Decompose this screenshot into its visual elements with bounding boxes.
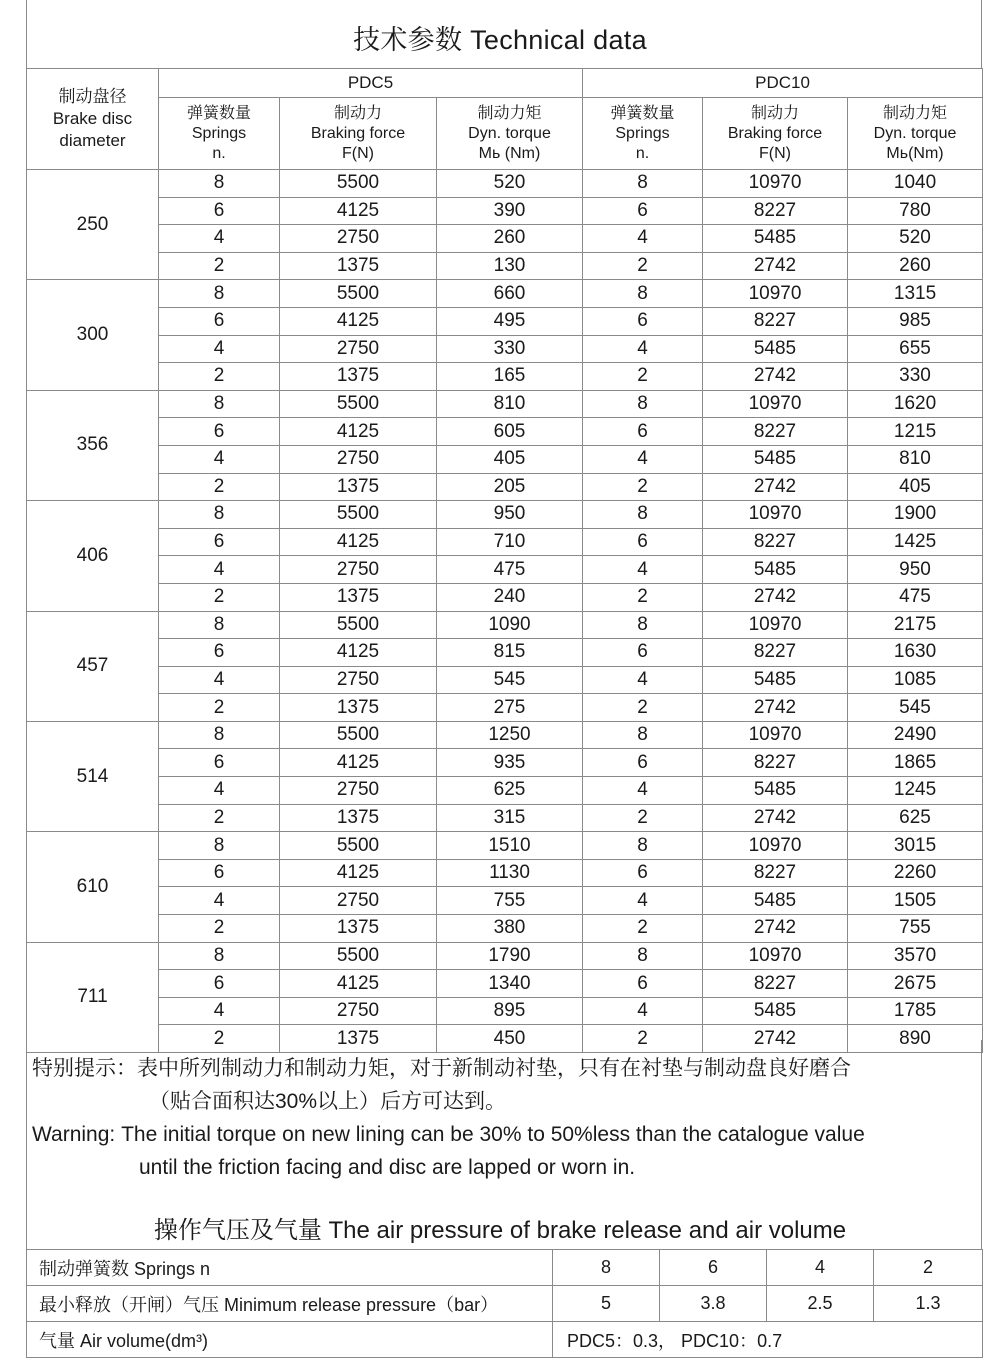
pdc10-torque-cell: 2675 <box>848 970 983 998</box>
pdc10-springs-cell: 6 <box>583 197 703 225</box>
pdc10-torque-cell: 1425 <box>848 528 983 556</box>
air-pressure-table <box>26 1249 983 1358</box>
pdc5-torque-cell: 605 <box>437 418 583 446</box>
pdc10-springs-cell: 4 <box>583 445 703 473</box>
table-row <box>27 970 983 998</box>
pdc10-springs-cell: 4 <box>583 666 703 694</box>
pdc10-force-cell: 5485 <box>703 335 848 363</box>
pdc5-force-cell: 5500 <box>280 832 437 860</box>
pdc5-springs-cell: 2 <box>159 473 280 501</box>
brake-disc-diameter-cell: 514 <box>27 721 159 831</box>
pdc5-force-cell: 4125 <box>280 639 437 667</box>
table-row <box>27 280 983 308</box>
pdc5-force-cell: 5500 <box>280 721 437 749</box>
pdc10-springs-cell: 6 <box>583 749 703 777</box>
air-pressure-row <box>27 1286 983 1322</box>
pdc10-force-cell: 8227 <box>703 970 848 998</box>
pdc10-torque-cell: 1865 <box>848 749 983 777</box>
pdc5-torque-cell: 405 <box>437 445 583 473</box>
table-row <box>27 307 983 335</box>
note-cn-label: 特别提示： <box>32 1057 137 1080</box>
air-pressure-value: 1.3 <box>874 1286 983 1322</box>
pdc10-force-cell: 2742 <box>703 583 848 611</box>
table-row <box>27 749 983 777</box>
air-pressure-label: 最小释放（开闸）气压 Minimum release pressure（bar） <box>27 1286 553 1322</box>
brake-disc-diameter-cell: 250 <box>27 170 159 280</box>
pdc10-force-cell: 5485 <box>703 225 848 253</box>
pdc5-springs-cell: 8 <box>159 170 280 198</box>
pdc10-force-cell: 2742 <box>703 363 848 391</box>
pdc5-torque-cell: 275 <box>437 694 583 722</box>
pdc10-springs-cell: 8 <box>583 280 703 308</box>
pdc5-force-cell: 5500 <box>280 280 437 308</box>
pdc10-force-cell: 2742 <box>703 473 848 501</box>
pdc10-springs-header: 弹簧数量 Springs n. <box>583 98 703 170</box>
pdc5-springs-cell: 8 <box>159 501 280 529</box>
pdc10-torque-cell: 475 <box>848 583 983 611</box>
pdc5-force-cell: 1375 <box>280 804 437 832</box>
pdc10-springs-cell: 4 <box>583 556 703 584</box>
brake-disc-diameter-cell: 300 <box>27 280 159 390</box>
pdc5-torque-cell: 475 <box>437 556 583 584</box>
air-springs-value: 8 <box>553 1250 660 1286</box>
pdc10-torque-cell: 780 <box>848 197 983 225</box>
pdc5-torque-cell: 1790 <box>437 942 583 970</box>
pdc5-springs-cell: 2 <box>159 804 280 832</box>
pdc10-force-cell: 10970 <box>703 501 848 529</box>
table-row <box>27 363 983 391</box>
pdc5-torque-cell: 755 <box>437 887 583 915</box>
pdc5-springs-cell: 6 <box>159 307 280 335</box>
pdc10-torque-cell: 655 <box>848 335 983 363</box>
pdc5-torque-cell: 660 <box>437 280 583 308</box>
pdc10-torque-cell: 950 <box>848 556 983 584</box>
pdc5-torque-cell: 1090 <box>437 611 583 639</box>
pdc5-force-cell: 5500 <box>280 170 437 198</box>
pdc5-springs-header: 弹簧数量 Springs n. <box>159 98 280 170</box>
air-springs-value: 4 <box>767 1250 874 1286</box>
air-volume-value: PDC5：0.3， PDC10：0.7 <box>553 1322 983 1358</box>
table-row <box>27 942 983 970</box>
pdc10-torque-cell: 1785 <box>848 997 983 1025</box>
pdc5-force-cell: 5500 <box>280 390 437 418</box>
pdc10-force-cell: 2742 <box>703 252 848 280</box>
pdc5-springs-cell: 8 <box>159 832 280 860</box>
pdc10-force-cell: 8227 <box>703 859 848 887</box>
pdc10-torque-header: 制动力矩 Dyn. torque Mь(Nm) <box>848 98 983 170</box>
pdc5-torque-cell: 380 <box>437 915 583 943</box>
note-warning-text1: The initial torque on new lining can be 30% to 50%less than the catalogue value <box>121 1123 865 1146</box>
pdc5-force-cell: 2750 <box>280 445 437 473</box>
pdc10-springs-cell: 2 <box>583 1025 703 1053</box>
pdc5-springs-cell: 4 <box>159 445 280 473</box>
air-pressure-value: 3.8 <box>660 1286 767 1322</box>
pdc5-force-cell: 4125 <box>280 197 437 225</box>
pdc10-torque-cell: 3015 <box>848 832 983 860</box>
pdc10-torque-cell: 545 <box>848 694 983 722</box>
pdc10-springs-cell: 2 <box>583 694 703 722</box>
pdc10-force-cell: 2742 <box>703 694 848 722</box>
pdc10-springs-cell: 8 <box>583 611 703 639</box>
table-row <box>27 721 983 749</box>
pdc10-springs-cell: 8 <box>583 832 703 860</box>
brake-disc-diameter-cell: 711 <box>27 942 159 1052</box>
pdc10-torque-cell: 985 <box>848 307 983 335</box>
pdc5-force-cell: 2750 <box>280 556 437 584</box>
pdc5-force-cell: 4125 <box>280 749 437 777</box>
pdc10-force-cell: 8227 <box>703 639 848 667</box>
air-springs-row <box>27 1250 983 1286</box>
pdc5-force-cell: 5500 <box>280 942 437 970</box>
pdc10-force-header: 制动力 Braking force F(N) <box>703 98 848 170</box>
pdc5-torque-cell: 545 <box>437 666 583 694</box>
pdc5-springs-cell: 2 <box>159 583 280 611</box>
pdc10-springs-cell: 2 <box>583 804 703 832</box>
pdc10-torque-cell: 1085 <box>848 666 983 694</box>
pdc10-torque-cell: 625 <box>848 804 983 832</box>
notes <box>32 1052 982 1184</box>
table-row <box>27 832 983 860</box>
table-row <box>27 777 983 805</box>
pdc10-force-cell: 10970 <box>703 942 848 970</box>
pdc10-torque-cell: 755 <box>848 915 983 943</box>
air-springs-label: 制动弹簧数 Springs n <box>27 1250 553 1286</box>
pdc10-torque-cell: 330 <box>848 363 983 391</box>
pdc5-torque-cell: 815 <box>437 639 583 667</box>
pdc10-springs-cell: 6 <box>583 639 703 667</box>
pdc5-torque-cell: 625 <box>437 777 583 805</box>
pdc10-force-cell: 8227 <box>703 749 848 777</box>
pdc10-torque-cell: 1245 <box>848 777 983 805</box>
note-warning-text2: until the friction facing and disc are lapped or worn in. <box>139 1156 636 1179</box>
pdc5-torque-header: 制动力矩 Dyn. torque Mь (Nm) <box>437 98 583 170</box>
pdc10-torque-cell: 1040 <box>848 170 983 198</box>
pdc10-force-cell: 10970 <box>703 280 848 308</box>
pdc10-springs-cell: 8 <box>583 721 703 749</box>
pdc5-torque-cell: 810 <box>437 390 583 418</box>
brake-disc-diameter-cell: 406 <box>27 501 159 611</box>
pdc5-torque-cell: 935 <box>437 749 583 777</box>
pdc5-torque-cell: 1340 <box>437 970 583 998</box>
pdc5-force-cell: 5500 <box>280 501 437 529</box>
table-row <box>27 666 983 694</box>
pdc10-torque-cell: 1505 <box>848 887 983 915</box>
pdc5-springs-cell: 8 <box>159 280 280 308</box>
note-warning-line1 <box>32 1118 982 1151</box>
pdc5-springs-cell: 6 <box>159 639 280 667</box>
pdc5-springs-cell: 4 <box>159 997 280 1025</box>
pdc5-force-cell: 5500 <box>280 611 437 639</box>
pdc5-force-cell: 4125 <box>280 528 437 556</box>
table-row <box>27 445 983 473</box>
pdc10-torque-cell: 890 <box>848 1025 983 1053</box>
table-body <box>27 170 983 1053</box>
pdc10-force-cell: 5485 <box>703 777 848 805</box>
pdc10-springs-cell: 6 <box>583 418 703 446</box>
pdc5-force-cell: 2750 <box>280 887 437 915</box>
pdc5-springs-cell: 2 <box>159 252 280 280</box>
pdc5-torque-cell: 130 <box>437 252 583 280</box>
pdc10-force-cell: 10970 <box>703 832 848 860</box>
note-cn-line1 <box>32 1052 982 1085</box>
pdc10-springs-cell: 4 <box>583 335 703 363</box>
pdc10-springs-cell: 4 <box>583 225 703 253</box>
pdc5-springs-cell: 4 <box>159 556 280 584</box>
pdc10-force-cell: 8227 <box>703 528 848 556</box>
pdc10-springs-cell: 6 <box>583 859 703 887</box>
pdc10-springs-cell: 8 <box>583 170 703 198</box>
brake-disc-header: 制动盘径 Brake disc diameter <box>27 69 159 170</box>
pdc5-force-cell: 2750 <box>280 225 437 253</box>
pdc5-force-cell: 1375 <box>280 252 437 280</box>
pdc10-torque-cell: 405 <box>848 473 983 501</box>
pdc10-springs-cell: 6 <box>583 970 703 998</box>
pdc5-force-cell: 2750 <box>280 777 437 805</box>
pdc5-torque-cell: 315 <box>437 804 583 832</box>
pdc5-springs-cell: 2 <box>159 1025 280 1053</box>
air-volume-row <box>27 1322 983 1358</box>
table-row <box>27 170 983 198</box>
pdc10-torque-cell: 810 <box>848 445 983 473</box>
pdc10-springs-cell: 4 <box>583 997 703 1025</box>
table-row <box>27 639 983 667</box>
pdc10-torque-cell: 2260 <box>848 859 983 887</box>
table-row <box>27 583 983 611</box>
pdc10-force-cell: 8227 <box>703 307 848 335</box>
pdc5-force-cell: 2750 <box>280 997 437 1025</box>
pdc5-force-cell: 2750 <box>280 666 437 694</box>
table-row <box>27 335 983 363</box>
table-row <box>27 887 983 915</box>
pdc5-torque-cell: 205 <box>437 473 583 501</box>
technical-data-table <box>26 68 983 1053</box>
pdc5-torque-cell: 1250 <box>437 721 583 749</box>
pdc5-torque-cell: 260 <box>437 225 583 253</box>
pdc10-springs-cell: 6 <box>583 528 703 556</box>
pdc5-torque-cell: 450 <box>437 1025 583 1053</box>
pdc10-force-cell: 2742 <box>703 1025 848 1053</box>
pdc5-torque-cell: 390 <box>437 197 583 225</box>
pdc5-force-cell: 4125 <box>280 418 437 446</box>
pdc10-torque-cell: 2490 <box>848 721 983 749</box>
table-row <box>27 197 983 225</box>
pdc5-springs-cell: 2 <box>159 363 280 391</box>
pdc5-springs-cell: 4 <box>159 777 280 805</box>
table-row <box>27 225 983 253</box>
table-row <box>27 528 983 556</box>
pdc5-torque-cell: 950 <box>437 501 583 529</box>
pdc5-springs-cell: 6 <box>159 197 280 225</box>
table-row <box>27 804 983 832</box>
pdc10-torque-cell: 520 <box>848 225 983 253</box>
pdc10-force-cell: 10970 <box>703 170 848 198</box>
pdc10-force-cell: 8227 <box>703 197 848 225</box>
pdc5-header: PDC5 <box>159 69 583 98</box>
pdc10-springs-cell: 2 <box>583 473 703 501</box>
pdc5-springs-cell: 2 <box>159 694 280 722</box>
pdc5-springs-cell: 6 <box>159 749 280 777</box>
pdc5-springs-cell: 6 <box>159 970 280 998</box>
pdc5-force-cell: 2750 <box>280 335 437 363</box>
pdc10-torque-cell: 1900 <box>848 501 983 529</box>
pdc10-force-cell: 8227 <box>703 418 848 446</box>
pdc5-force-cell: 4125 <box>280 859 437 887</box>
pdc5-torque-cell: 1130 <box>437 859 583 887</box>
pdc10-springs-cell: 4 <box>583 887 703 915</box>
pdc10-torque-cell: 260 <box>848 252 983 280</box>
pdc5-torque-cell: 240 <box>437 583 583 611</box>
pdc5-torque-cell: 495 <box>437 307 583 335</box>
pdc10-springs-cell: 8 <box>583 942 703 970</box>
table-row <box>27 997 983 1025</box>
table-row <box>27 694 983 722</box>
air-springs-value: 2 <box>874 1250 983 1286</box>
pdc10-torque-cell: 1315 <box>848 280 983 308</box>
pdc10-force-cell: 5485 <box>703 997 848 1025</box>
pdc10-springs-cell: 4 <box>583 777 703 805</box>
pdc10-springs-cell: 6 <box>583 307 703 335</box>
pdc5-springs-cell: 4 <box>159 666 280 694</box>
pdc10-force-cell: 2742 <box>703 804 848 832</box>
pdc5-torque-cell: 165 <box>437 363 583 391</box>
air-springs-value: 6 <box>660 1250 767 1286</box>
pdc5-torque-cell: 895 <box>437 997 583 1025</box>
pdc10-torque-cell: 1620 <box>848 390 983 418</box>
pdc10-force-cell: 5485 <box>703 556 848 584</box>
pdc10-springs-cell: 2 <box>583 583 703 611</box>
pdc5-torque-cell: 520 <box>437 170 583 198</box>
pdc5-torque-cell: 1510 <box>437 832 583 860</box>
brake-disc-diameter-cell: 356 <box>27 390 159 500</box>
pdc10-torque-cell: 3570 <box>848 942 983 970</box>
pdc10-force-cell: 5485 <box>703 445 848 473</box>
pdc10-force-cell: 5485 <box>703 666 848 694</box>
pdc5-force-cell: 1375 <box>280 694 437 722</box>
table-row <box>27 611 983 639</box>
pdc5-force-cell: 1375 <box>280 915 437 943</box>
pdc10-springs-cell: 2 <box>583 915 703 943</box>
note-warning-label: Warning: <box>32 1123 122 1146</box>
pdc5-springs-cell: 4 <box>159 335 280 363</box>
table-row <box>27 418 983 446</box>
pdc5-force-header: 制动力 Braking force F(N) <box>280 98 437 170</box>
pdc5-springs-cell: 8 <box>159 721 280 749</box>
note-cn-text2: （贴合面积达30%以上）后方可达到。 <box>149 1090 507 1113</box>
pdc5-springs-cell: 8 <box>159 942 280 970</box>
pdc10-force-cell: 5485 <box>703 887 848 915</box>
table-row <box>27 501 983 529</box>
pdc5-springs-cell: 6 <box>159 859 280 887</box>
pdc5-force-cell: 1375 <box>280 363 437 391</box>
note-cn-text1: 表中所列制动力和制动力矩，对于新制动衬垫，只有在衬垫与制动盘良好磨合 <box>137 1057 851 1080</box>
air-volume-label: 气量 Air volume(dm³) <box>27 1322 553 1358</box>
table-row <box>27 390 983 418</box>
pdc10-force-cell: 10970 <box>703 390 848 418</box>
page-title: 技术参数 Technical data <box>353 25 647 55</box>
pdc10-springs-cell: 8 <box>583 501 703 529</box>
pdc5-springs-cell: 6 <box>159 528 280 556</box>
table-row <box>27 859 983 887</box>
pdc5-springs-cell: 2 <box>159 915 280 943</box>
pdc5-springs-cell: 4 <box>159 887 280 915</box>
pdc10-force-cell: 10970 <box>703 611 848 639</box>
pdc10-torque-cell: 1630 <box>848 639 983 667</box>
table-row <box>27 556 983 584</box>
brake-disc-diameter-cell: 610 <box>27 832 159 942</box>
pdc10-force-cell: 2742 <box>703 915 848 943</box>
pdc5-force-cell: 1375 <box>280 1025 437 1053</box>
pdc10-springs-cell: 2 <box>583 363 703 391</box>
pdc10-torque-cell: 2175 <box>848 611 983 639</box>
air-pressure-value: 5 <box>553 1286 660 1322</box>
pdc5-torque-cell: 330 <box>437 335 583 363</box>
table-row <box>27 915 983 943</box>
pdc10-torque-cell: 1215 <box>848 418 983 446</box>
table-row <box>27 473 983 501</box>
pdc5-force-cell: 1375 <box>280 583 437 611</box>
pdc5-springs-cell: 8 <box>159 611 280 639</box>
pdc10-header: PDC10 <box>583 69 983 98</box>
pdc10-springs-cell: 8 <box>583 390 703 418</box>
pdc5-springs-cell: 4 <box>159 225 280 253</box>
pdc5-springs-cell: 6 <box>159 418 280 446</box>
air-section-title: 操作气压及气量 The air pressure of brake release and air volume <box>153 1217 847 1244</box>
pdc5-torque-cell: 710 <box>437 528 583 556</box>
pdc5-force-cell: 1375 <box>280 473 437 501</box>
air-pressure-value: 2.5 <box>767 1286 874 1322</box>
pdc10-springs-cell: 2 <box>583 252 703 280</box>
table-row <box>27 1025 983 1053</box>
pdc5-force-cell: 4125 <box>280 970 437 998</box>
pdc5-force-cell: 4125 <box>280 307 437 335</box>
pdc10-force-cell: 10970 <box>703 721 848 749</box>
table-row <box>27 252 983 280</box>
pdc5-springs-cell: 8 <box>159 390 280 418</box>
brake-disc-diameter-cell: 457 <box>27 611 159 721</box>
